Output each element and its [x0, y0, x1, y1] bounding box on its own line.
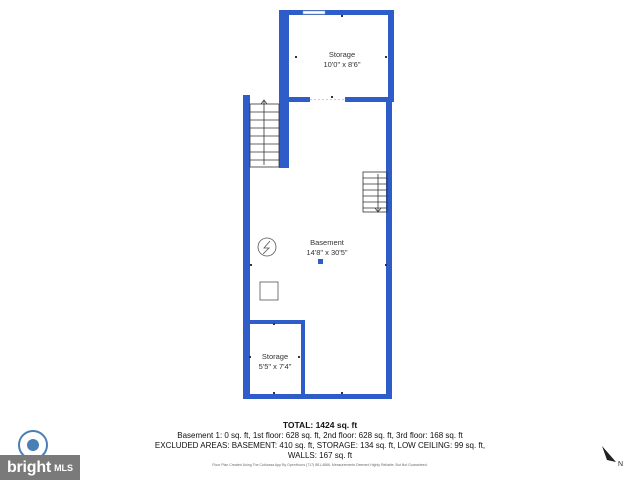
total-area: TOTAL: 1424 sq. ft: [282, 420, 358, 430]
brand-name: bright: [6, 458, 52, 476]
room-label-storage-top: Storage: [328, 50, 356, 59]
disclaimer: Floor Plan Created Using The Cubicasa App By OpenHours (717) 881-4866. Measurements Deemed Highly Reliable, But Not Guaranteed.: [212, 463, 428, 467]
room-dims-storage-small: 5'5" x 7'4": [258, 362, 292, 371]
window: [303, 11, 325, 14]
utility-box-icon: [260, 282, 278, 300]
room-label-storage-small: Storage: [261, 352, 289, 361]
brand-suffix: MLS: [54, 462, 74, 473]
walls-area: WALLS: 167 sq. ft: [287, 451, 353, 460]
floor-areas: Basement 1: 0 sq. ft, 1st floor: 628 sq. ft, 2nd floor: 628 sq. ft, 3rd floor: 168 sq. ft: [177, 431, 463, 440]
room-dims-basement: 14'8" x 30'5": [306, 248, 348, 257]
water-heater-icon: [258, 238, 276, 256]
room-label-basement: Basement: [310, 238, 344, 247]
room-dims-storage-top: 10'0" x 8'6": [323, 60, 361, 69]
excluded-areas: EXCLUDED AREAS: BASEMENT: 410 sq. ft, STORAGE: 134 sq. ft, LOW CEILING: 99 sq. ft,: [154, 441, 486, 450]
north-arrow-icon: [598, 444, 626, 468]
room-center-marker: [318, 259, 323, 264]
svg-text:N: N: [618, 461, 624, 468]
brand-logo: [0, 455, 80, 480]
